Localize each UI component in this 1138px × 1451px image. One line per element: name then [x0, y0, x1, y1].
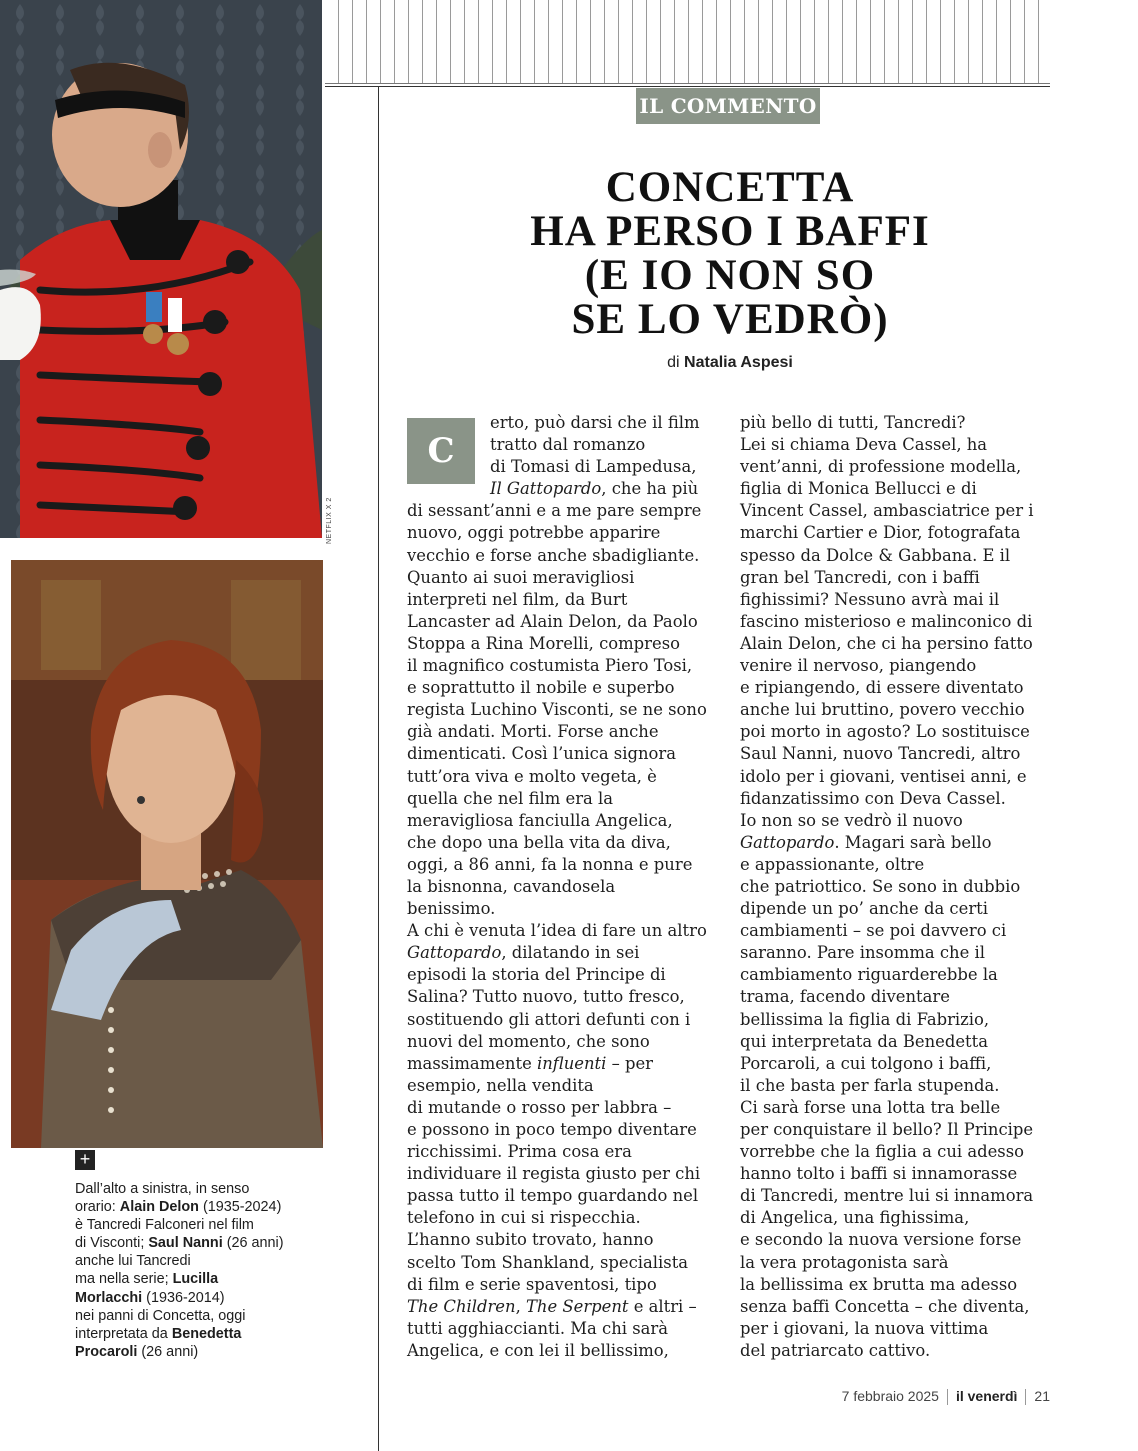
headline-line: SE LO VEDRÒ) — [571, 296, 889, 343]
photo-caption — [75, 1180, 315, 1361]
headline-line: HA PERSO I BAFFI — [530, 208, 930, 255]
article-line: regista Luchino Visconti, se ne sono — [407, 700, 707, 720]
article-line: nuovo, oggi potrebbe apparire — [407, 523, 661, 543]
article-line: di Angelica, una fighissima, — [740, 1208, 970, 1228]
headline — [400, 166, 1060, 342]
photo-alain-delon — [0, 0, 322, 538]
article-line: la vera protagonista sarà — [740, 1252, 949, 1272]
article-line: Vincent Cassel, ambasciatrice per i — [740, 501, 1034, 521]
article-line: poi morto in agosto? Lo sostituisce — [740, 722, 1030, 742]
photo-credit: NETFLIX X 2 — [326, 497, 333, 544]
article-line: Gattopardo. Magari sarà bello — [740, 832, 992, 852]
article-line: Porcaroli, a cui tolgono i baffi, — [740, 1053, 992, 1073]
footer-divider — [947, 1389, 948, 1405]
article-line: di Tomasi di Lampedusa, — [490, 457, 697, 477]
article-line: fidanzatissimo con Deva Cassel. — [740, 788, 1006, 808]
article-line: telefono in cui si rispecchia. — [407, 1208, 641, 1228]
article-line: tutt’ora viva e molto vegeta, è — [407, 766, 657, 786]
article-line: Ci sarà forse una lotta tra belle — [740, 1097, 1001, 1117]
article-line: di sessant’anni e a me pare sempre — [407, 501, 702, 521]
article-line: figlia di Monica Bellucci e di — [740, 479, 977, 499]
article-line: quella che nel film era la — [407, 788, 614, 808]
decorative-stripes — [325, 0, 1050, 84]
caption-line: è Tancredi Falconeri nel film — [75, 1217, 254, 1234]
article-line: scelto Tom Shankland, specialista — [407, 1252, 689, 1272]
article-line: venire il nervoso, piangendo — [740, 656, 977, 676]
article-line: qui interpretata da Benedetta — [740, 1031, 988, 1051]
article-line: dipende un po’ anche da certi — [740, 899, 988, 919]
article-line: meravigliosa fanciulla Angelica, — [407, 810, 673, 830]
article-line: vent’anni, di professione modella, — [740, 457, 1022, 477]
byline-prefix: di — [667, 354, 680, 371]
article-line: la bisnonna, cavandosela — [407, 876, 616, 896]
article-line: vorrebbe che la figlia a cui adesso — [740, 1142, 1024, 1162]
article-line: e appassionante, oltre — [740, 854, 925, 874]
article-line: Il Gattopardo, che ha più — [490, 479, 699, 499]
article-line: Alain Delon, che ci ha persino fatto — [740, 633, 1033, 653]
byline-author: Natalia Aspesi — [684, 354, 793, 371]
article-line: dimenticati. Così l’unica signora — [407, 744, 676, 764]
article-line: oggi, a 86 anni, fa la nonna e pure — [407, 854, 693, 874]
article-line: Lei si chiama Deva Cassel, ha — [740, 435, 988, 455]
article-line: A chi è venuta l’idea di fare un altro — [407, 921, 707, 941]
article-line: Lancaster ad Alain Delon, da Paolo — [407, 611, 698, 631]
caption-line: di Visconti; Saul Nanni (26 anni) — [75, 1235, 284, 1252]
section-tag: IL COMMENTO — [636, 88, 820, 124]
article-line: che patriottico. Se sono in dubbio — [740, 876, 1021, 896]
caption-line: nei panni di Concetta, oggi — [75, 1307, 246, 1324]
article-line: Quanto ai suoi meravigliosi — [407, 567, 635, 587]
article-line: ricchissimi. Prima cosa era — [407, 1142, 632, 1162]
photo-alain-delon-illustration — [0, 0, 322, 538]
headline-line: CONCETTA — [605, 164, 855, 211]
article-line: per i giovani, la nuova vittima — [740, 1318, 989, 1338]
article-line: cambiamento riguarderebbe la — [740, 965, 998, 985]
article-line: il che basta per farla stupenda. — [740, 1075, 1000, 1095]
column-rule — [378, 87, 379, 1451]
footer-divider — [1025, 1389, 1026, 1405]
header-rule — [325, 86, 1050, 87]
article-line: L’hanno subito trovato, hanno — [407, 1230, 654, 1250]
article-line: cambiamenti – se poi davvero ci — [740, 921, 1007, 941]
article-line: Saul Nanni, nuovo Tancredi, altro — [740, 744, 1021, 764]
footer-magazine: il venerdì — [955, 1388, 1018, 1404]
article-column-right — [740, 412, 1050, 1362]
page-footer — [800, 1386, 1050, 1406]
article-line: e soprattutto il nobile e superbo — [407, 678, 675, 698]
article-line: spesso da Dolce & Gabbana. E il — [740, 545, 1011, 565]
article-line: già andati. Morti. Forse anche — [407, 722, 659, 742]
article-line: interpreti nel film, da Burt — [407, 589, 628, 609]
article-line: nuovi del momento, che sono — [407, 1031, 650, 1051]
article-line: trama, facendo diventare — [740, 987, 950, 1007]
article-line: tutti agghiaccianti. Ma chi sarà — [407, 1318, 669, 1338]
article-line: erto, può darsi che il film — [490, 413, 700, 432]
article-line: sostituendo gli attori defunti con i — [407, 1009, 691, 1029]
caption-line: interpretata da Benedetta — [75, 1325, 242, 1342]
article-line: per conquistare il bello? Il Principe — [740, 1120, 1034, 1139]
article-line: saranno. Pare insomma che il — [740, 943, 985, 963]
article-line: The Children, The Serpent e altri – — [407, 1296, 697, 1316]
article-line: e secondo la nuova versione forse — [740, 1230, 1022, 1250]
article-line: Stoppa a Rina Morelli, compreso — [407, 633, 680, 653]
article-line: idolo per i giovani, ventisei anni, e — [740, 766, 1027, 786]
article-line: hanno tolto i baffi si innamorasse — [740, 1164, 1018, 1184]
article-line: di mutande o rosso per labbra – — [407, 1097, 672, 1117]
photo-lucilla-morlacchi-illustration — [11, 560, 323, 1148]
article-line: bellissima la figlia di Fabrizio, — [740, 1009, 990, 1029]
article-line: passa tutto il tempo guardando nel — [407, 1186, 699, 1206]
article-line: episodi la storia del Principe di — [407, 965, 666, 985]
caption-line: orario: Alain Delon (1935-2024) — [75, 1199, 282, 1216]
article-line: marchi Cartier e Dior, fotografata — [740, 523, 1021, 543]
caption-line: anche lui Tancredi — [75, 1253, 191, 1270]
article-line: esempio, nella vendita — [407, 1075, 594, 1095]
article-line: Salina? Tutto nuovo, tutto fresco, — [407, 987, 685, 1007]
article-column-left — [407, 412, 717, 1362]
plus-icon: + — [75, 1150, 95, 1170]
article-line: il magnifico costumista Piero Tosi, — [407, 656, 693, 676]
article-line: la bellissima ex brutta ma adesso — [740, 1274, 1018, 1294]
caption-line: Dall’alto a sinistra, in senso — [75, 1181, 250, 1197]
article-line: benissimo. — [407, 899, 496, 919]
article-line: anche lui bruttino, povero vecchio — [740, 700, 1025, 720]
dropcap: C — [407, 418, 475, 484]
article-line: e ripiangendo, di essere diventato — [740, 678, 1024, 698]
article-line: senza baffi Concetta – che diventa, — [740, 1296, 1030, 1316]
article-line: più bello di tutti, Tancredi? — [740, 413, 966, 432]
article-line: gran bel Tancredi, con i baffi — [740, 567, 980, 587]
caption-line: ma nella serie; Lucilla — [75, 1271, 219, 1288]
article-line: di film e serie spaventosi, tipo — [407, 1274, 657, 1294]
article-line: Angelica, e con lei il bellissimo, — [407, 1340, 669, 1360]
article-line: Io non so se vedrò il nuovo — [740, 810, 963, 830]
article-line: fighissimi? Nessuno avrà mai il — [740, 589, 1000, 609]
article-line: Gattopardo, dilatando in sei — [407, 943, 640, 963]
byline — [400, 354, 1060, 372]
caption-line: Morlacchi (1936-2014) — [75, 1289, 225, 1306]
headline-line: (E IO NON SO — [584, 252, 876, 299]
article-line: individuare il regista giusto per chi — [407, 1164, 701, 1184]
page-number: 21 — [1034, 1388, 1050, 1404]
article-line: che dopo una bella vita da diva, — [407, 832, 671, 852]
article-line: vecchio e forse anche sbadigliante. — [407, 545, 700, 565]
caption-line: Procaroli (26 anni) — [75, 1343, 199, 1360]
footer-date: 7 febbraio 2025 — [841, 1388, 939, 1404]
article-line: tratto dal romanzo — [490, 435, 646, 455]
photo-lucilla-morlacchi — [11, 560, 323, 1148]
article-line: fascino misterioso e malinconico di — [740, 611, 1033, 631]
article-line: e possono in poco tempo diventare — [407, 1120, 697, 1139]
article-line: di Tancredi, mentre lui si innamora — [740, 1186, 1034, 1206]
article-line: massimamente influenti – per — [407, 1053, 654, 1073]
article-line: del patriarcato cattivo. — [740, 1340, 931, 1360]
